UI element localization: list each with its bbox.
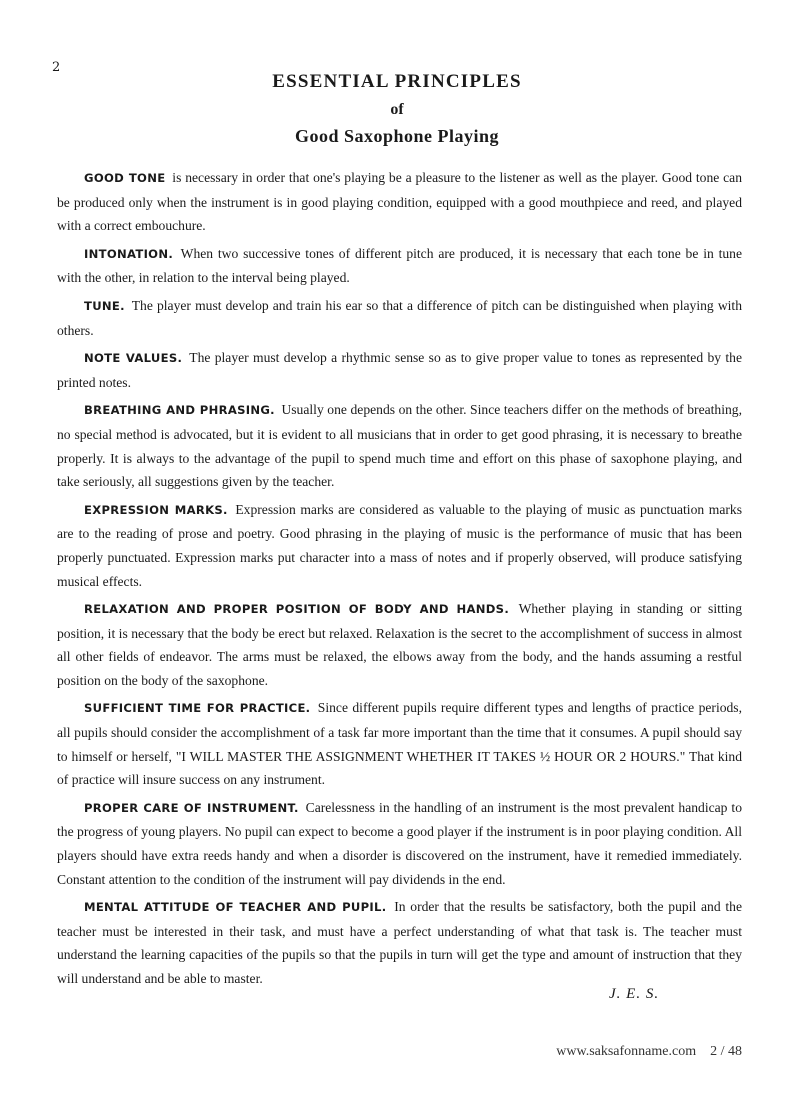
paragraph-good-tone: [57, 166, 742, 238]
page-number: 2: [52, 60, 61, 75]
paragraph-note-values: [57, 346, 742, 394]
paragraph-text: The player must develop a rhythmic sense so as to give proper value to tones as represented by the printed notes.: [57, 350, 742, 390]
paragraph-attitude: [57, 895, 742, 990]
document-body: [57, 166, 742, 995]
paragraph-text: The player must develop and train his ear so that a difference of pitch can be distinguished when playing with others.: [57, 297, 742, 338]
paragraph-practice: [57, 696, 742, 791]
paragraph-text: Whether playing in standing or sitting position, it is necessary that the body be erect but relaxed. Relaxation is the secret to the accomplishment of success in almost all other fields of endeavor. The arms must be relaxed, the elbows away from the body, and the hands assuming a restful position on the body of the saxophone.: [57, 601, 743, 688]
paragraph-heading: NOTE VALUES.: [84, 351, 183, 366]
paragraph-care: [57, 796, 742, 891]
paragraph-heading: EXPRESSION MARKS.: [84, 502, 228, 517]
footer-page-counter: 2 / 48: [710, 1044, 742, 1059]
paragraph-intonation: [57, 242, 742, 290]
paragraph-heading: RELAXATION AND PROPER POSITION OF BODY AND HANDS.: [84, 602, 510, 617]
paragraph-text: Since different pupils require different types and lengths of practice periods, all pupils should consider the accomplishment of a task far more important than the time that it consumes. A pupil should say to himself or herself, "I WILL MASTER THE ASSIGNMENT WHETHER IT TAKES ½ HOUR OR 2 HOURS." That kind of practice will insure success on any instrument.: [57, 700, 742, 788]
paragraph-text: In order that the results be satisfactory, both the pupil and the teacher must be interested in their task, and must have a perfect understanding of what that task is. The teacher must understand the learning capacities of the pupils so that the pupils in turn will get the type and amount of instruction that they will understand and be able to master.: [57, 899, 743, 986]
title-line-2: of: [390, 101, 404, 118]
paragraph-text: is necessary in order that one's playing be a pleasure to the listener as well as the player. Good tone can be produced only when the instrument is in good playing condition, equipped with a good mouthpiece and reed, and played with a correct embouchure.: [57, 170, 743, 234]
paragraph-heading: BREATHING AND PHRASING.: [84, 403, 275, 418]
paragraph-tune: [57, 294, 742, 342]
paragraph-breathing: [57, 398, 742, 493]
paragraph-heading: SUFFICIENT TIME FOR PRACTICE.: [84, 701, 311, 716]
paragraph-relaxation: [57, 597, 742, 692]
footer-url[interactable]: www.saksafonname.com: [556, 1044, 697, 1059]
paragraph-heading: GOOD TONE: [84, 171, 166, 185]
title-line-1: ESSENTIAL PRINCIPLES: [272, 71, 522, 92]
paragraph-heading: TUNE.: [84, 298, 125, 313]
paragraph-text: Usually one depends on the other. Since teachers differ on the methods of breathing, no special method is advocated, but it is evident to all musicians that in order to get good phrasing, it is necessary to breathe properly. It is always to the advantage of the pupil to spend much time and effort on this phase of saxophone playing, and take seriously, all suggestions given by the teacher.: [57, 402, 742, 490]
signature-initials: J. E. S.: [609, 986, 660, 1002]
footer: [556, 1044, 742, 1060]
paragraph-heading: INTONATION.: [84, 246, 174, 261]
title-line-3: Good Saxophone Playing: [294, 126, 500, 146]
paragraph-heading: PROPER CARE OF INSTRUMENT.: [84, 800, 299, 815]
paragraph-text: Carelessness in the handling of an instrument is the most prevalent handicap to the progress of young players. No pupil can expect to become a good player if the instrument is in poor playing condition. All players should have extra reeds handy and when a disorder is discovered on the instrument, have it remedied immediately. Constant attention to the condition of the instrument will pay dividends in the end.: [57, 799, 742, 887]
paragraph-text: Expression marks are considered as valuable to the playing of music as punctuation marks are to the reading of prose and poetry. Good phrasing in the playing of music is the performance of music that has been properly punctuated. Expression marks put character into a mass of notes and if properly observed, will produce satisfying musical effects.: [57, 501, 742, 589]
paragraph-expression: [57, 498, 742, 593]
paragraph-heading: MENTAL ATTITUDE OF TEACHER AND PUPIL.: [84, 900, 387, 915]
paragraph-text: When two successive tones of different pitch are produced, it is necessary that each tone be in tune with the other, in relation to the interval being played.: [57, 245, 743, 286]
